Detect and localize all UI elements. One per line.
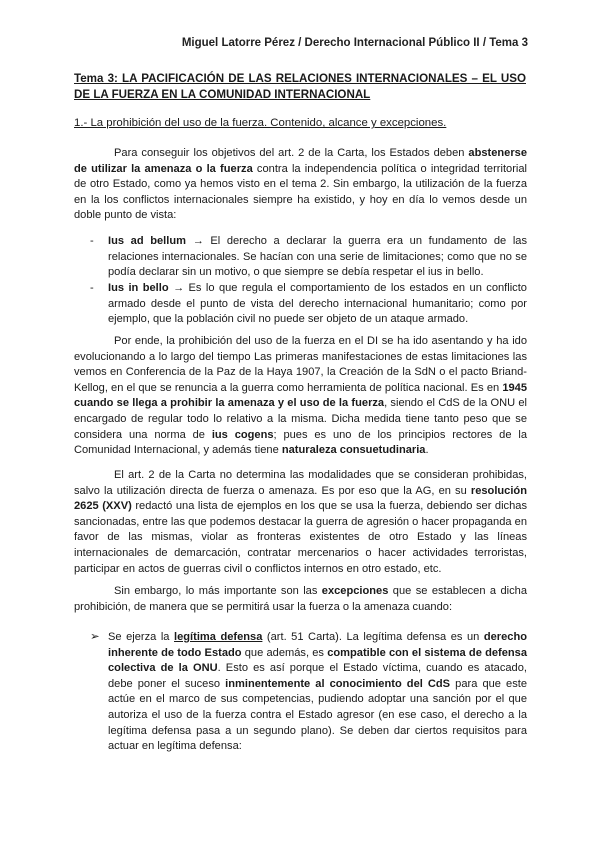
paragraph-exceptions: Sin embargo, lo más importante son las excepciones que se establecen a dicha prohibición, de manera que se permitirá usar la fuerza o la amenaza cuando: — [74, 585, 527, 613]
list-item-legitima-defensa: Se ejerza la legítima defensa (art. 51 Carta). La legítima defensa es un derecho inherente de todo Estado que además, es compatible con el sistema de defensa colectiva de la ONU. Esto es así porque el Estado víctima, cuando es atacado, debe poner el suceso inminentemente al conocimiento del CdS para que este actúe en el marco de sus competencias, pudiendo adoptar una sanción por el que autoriza el uso de la fuerza contra el Estado agresor (en ese caso, el derecho a la legítima defensa pasa a un segundo plano). Se deben dar ciertos requisitos para actuar en legítima defensa: — [108, 631, 528, 753]
paragraph-intro: Para conseguir los objetivos del art. 2 de la Carta, los Estados deben abstenerse de utilizar la amenaza o la fuerza contra la independencia política o integridad territorial de otro Estado, como ya hemos visto en el tema 2. Sin embargo, la utilización de la fuerza en la los conflictos internacionales siempre ha existido, y hoy en día lo vemos desde un doble punto de vista: — [74, 147, 527, 222]
chapter-title: Tema 3: LA PACIFICACIÓN DE LAS RELACIONES INTERNACIONALES – EL USO DE LA FUERZA EN LA COMUNIDAD INTERNACIONAL — [74, 72, 526, 101]
arrow-bullet-icon: ➢ — [90, 631, 100, 643]
page-header: Miguel Latorre Pérez / Derecho Internacional Público II / Tema 3 — [181, 37, 528, 49]
list-bullet: - — [90, 235, 94, 247]
list-item-ius-ad-bellum: Ius ad bellum → El derecho a declarar la guerra era un fundamento de las relaciones internacionales. Se hacían con una serie de limitaciones; como que no se podía declarar sin un motivo, o que siempre se debía respetar el ius in bello. — [108, 235, 527, 279]
paragraph-evolution: Por ende, la prohibición del uso de la fuerza en el DI se ha ido asentando y ha ido evolucionando a lo largo del tiempo Las primeras manifestaciones de estas limitaciones las vemos en Conferencia de la Paz de la Haya 1907, la Creación de la SdN o el pacto Briand-Kellog, en el que se renuncia a la guerra como herramienta de política nacional. Es en 1945 cuando se llega a prohibir la amenaza y el uso de la fuerza, siendo el CdS de la ONU el encargado de regular todo lo relativo a la misma. Dicha medida tiene tanto peso que se considera una norma de ius cogens; pues es uno de los principios rectores de la Comunidad Internacional, y además tiene naturaleza consuetudinaria. — [74, 335, 528, 457]
list-bullet: - — [90, 282, 94, 294]
section-subtitle: 1.- La prohibición del uso de la fuerza. Contenido, alcance y excepciones. — [74, 117, 447, 129]
paragraph-resolution: El art. 2 de la Carta no determina las modalidades que se consideran prohibidas, salvo la utilización directa de fuerza o amenaza. Es por eso que la AG, en su resolución 2625 (XXV) redactó una lista de ejemplos en los que se usa la fuerza, debiendo ser dichas sancionadas, entre las que podemos destacar la guerra de agresión o hacer propaganda en favor de las mismas, violar as fronteras existentes de otro Estado y las líneas internacionales de demarcación, contratar mercenarios o hacer actividades terroristas, participar en actos de guerras civil o conflictos internos en otro estado, etc. — [74, 469, 527, 575]
list-item-ius-in-bello: Ius in bello → Es lo que regula el comportamiento de los estados en un conflicto armado desde el punto de vista del derecho internacional humanitario; como por ejemplo, que la población civil no puede ser objeto de un ataque armado. — [108, 282, 527, 326]
